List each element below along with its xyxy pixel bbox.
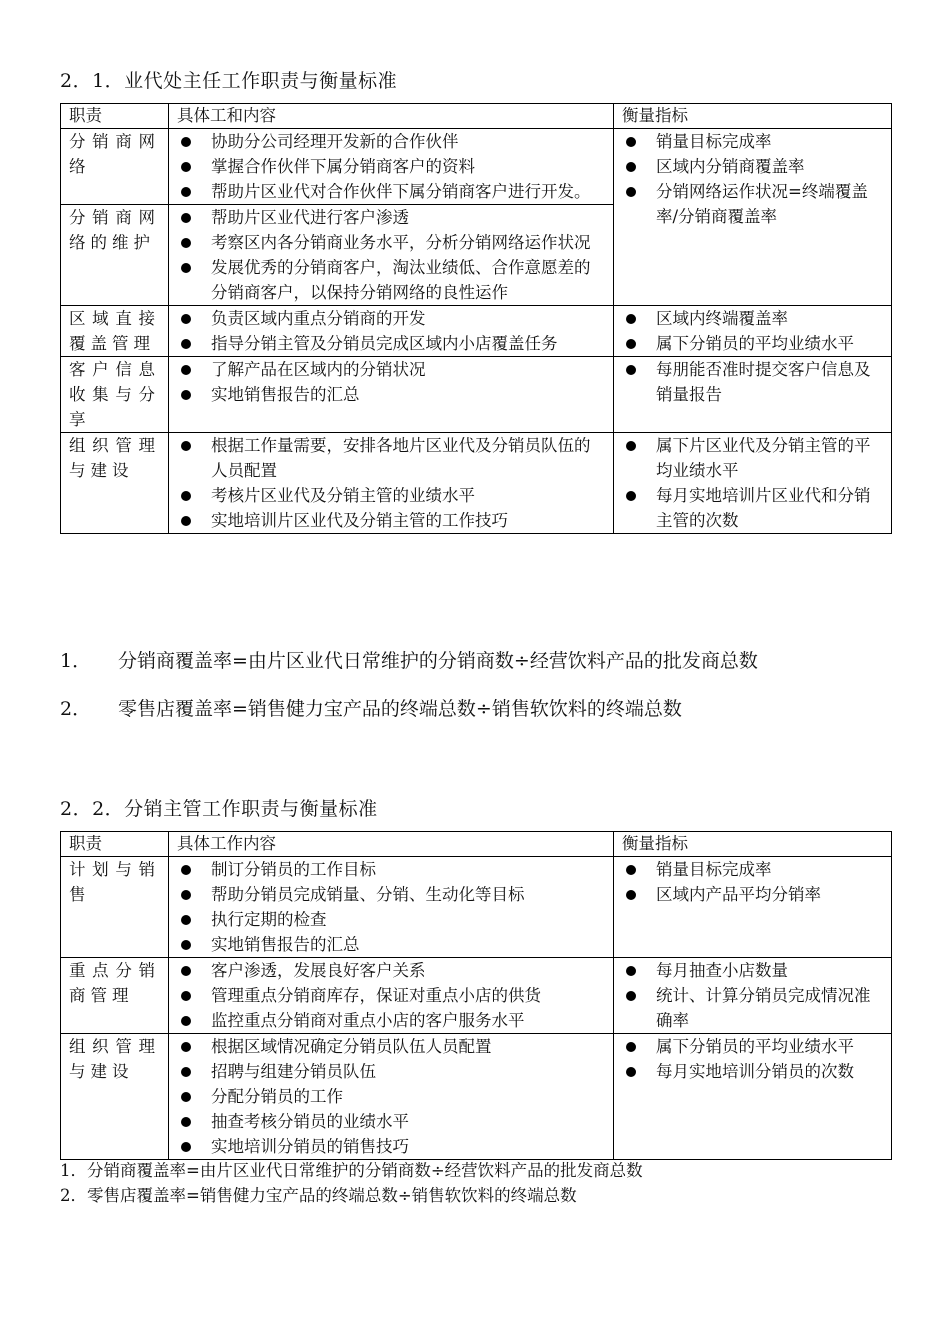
list-item: 实地销售报告的汇总 [177,932,605,957]
table-row [61,357,892,433]
list-item: 根据工作量需要，安排各地片区业代及分销员队伍的人员配置 [177,433,605,483]
list-item: 帮助片区业代进行客户渗透 [177,205,605,230]
section2-title: 2．2．分销主管工作职责与衡量标准 [60,798,378,820]
section1-title: 2．1．业代处主任工作职责与衡量标准 [60,70,398,92]
note-line: 1．分销商覆盖率=由片区业代日常维护的分销商数÷经营饮料产品的批发商总数 [60,1161,643,1180]
table-row [61,1034,892,1160]
bullet-icon [626,1067,636,1077]
list-item: 执行定期的检查 [177,907,605,932]
bullet-icon [626,491,636,501]
list-item: 掌握合作伙伴下属分销商客户的资料 [177,154,605,179]
header-content: 具体工和内容 [169,104,614,129]
table-row [61,129,892,205]
duty-cell: 分销商网络 [61,129,169,205]
metric-cell [614,357,892,433]
table-row [61,433,892,534]
bullet-icon [181,1117,191,1127]
header-metric: 衡量指标 [614,104,892,129]
list-item: 每月实地培训分销员的次数 [622,1059,883,1084]
bullet-icon [181,1042,191,1052]
table-header-row [61,832,892,857]
bullet-icon [181,213,191,223]
list-item: 监控重点分销商对重点小店的客户服务水平 [177,1008,605,1033]
bullet-icon [626,441,636,451]
bullet-icon [181,516,191,526]
content-cell [169,129,614,205]
note-line: 2．零售店覆盖率=销售健力宝产品的终端总数÷销售软饮料的终端总数 [60,1186,577,1205]
formula-line: 1． 分销商覆盖率=由片区业代日常维护的分销商数÷经营饮料产品的批发商总数 [60,650,758,672]
bullet-icon [181,940,191,950]
list-item: 属下分销员的平均业绩水平 [622,331,883,356]
list-item: 实地销售报告的汇总 [177,382,605,407]
list-item: 区域内终端覆盖率 [622,306,883,331]
list-item: 分销网络运作状况=终端覆盖率/分销商覆盖率 [622,179,883,229]
content-cell [169,306,614,357]
list-item: 管理重点分销商库存，保证对重点小店的供货 [177,983,605,1008]
list-item: 实地培训分销员的销售技巧 [177,1134,605,1159]
metric-cell [614,857,892,958]
list-item: 负责区域内重点分销商的开发 [177,306,605,331]
list-item: 区域内分销商覆盖率 [622,154,883,179]
bullet-icon [181,365,191,375]
bullet-icon [626,314,636,324]
bullet-icon [181,162,191,172]
formula-line: 2． 零售店覆盖率=销售健力宝产品的终端总数÷销售软饮料的终端总数 [60,698,682,720]
list-item: 每朋能否准时提交客户信息及销量报告 [622,357,883,407]
list-item: 客户渗透，发展良好客户关系 [177,958,605,983]
bullet-icon [626,966,636,976]
list-item: 抽查考核分销员的业绩水平 [177,1109,605,1134]
content-cell [169,205,614,306]
bullet-icon [181,390,191,400]
metric-cell [614,306,892,357]
table-row [61,958,892,1034]
bullet-icon [626,365,636,375]
duty-cell: 分销商网络的维护 [61,205,169,306]
section2-table [60,831,892,1160]
content-cell [169,958,614,1034]
list-item: 区域内产品平均分销率 [622,882,883,907]
metric-cell [614,958,892,1034]
list-item: 分配分销员的工作 [177,1084,605,1109]
bullet-icon [626,865,636,875]
duty-cell: 客户信息收集与分享 [61,357,169,433]
list-item: 根据区域情况确定分销员队伍人员配置 [177,1034,605,1059]
metric-cell [614,129,892,306]
bullet-icon [181,339,191,349]
list-item: 属下片区业代及分销主管的平均业绩水平 [622,433,883,483]
bullet-icon [626,890,636,900]
bullet-icon [181,137,191,147]
header-duty: 职责 [61,104,169,129]
list-item: 每月实地培训片区业代和分销主管的次数 [622,483,883,533]
bullet-icon [626,991,636,1001]
header-duty: 职责 [61,832,169,857]
bullet-icon [181,991,191,1001]
bullet-icon [181,1016,191,1026]
content-cell [169,857,614,958]
bullet-icon [181,1092,191,1102]
list-item: 协助分公司经理开发新的合作伙伴 [177,129,605,154]
list-item: 指导分销主管及分销员完成区域内小店覆盖任务 [177,331,605,356]
bullet-icon [626,137,636,147]
duty-cell: 组织管理与建设 [61,433,169,534]
list-item: 了解产品在区域内的分销状况 [177,357,605,382]
duty-cell: 计划与销售 [61,857,169,958]
bullet-icon [181,865,191,875]
content-cell [169,433,614,534]
bullet-icon [626,162,636,172]
list-item: 发展优秀的分销商客户，淘汰业绩低、合作意愿差的分销商客户，以保持分销网络的良性运作 [177,255,605,305]
list-item: 考察区内各分销商业务水平，分析分销网络运作状况 [177,230,605,255]
list-item: 考核片区业代及分销主管的业绩水平 [177,483,605,508]
bullet-icon [626,187,636,197]
duty-cell: 区域直接覆盖管理 [61,306,169,357]
bullet-icon [181,890,191,900]
list-item: 属下分销员的平均业绩水平 [622,1034,883,1059]
bullet-icon [181,238,191,248]
list-item: 每月抽查小店数量 [622,958,883,983]
list-item: 实地培训片区业代及分销主管的工作技巧 [177,508,605,533]
bullet-icon [181,491,191,501]
list-item: 帮助片区业代对合作伙伴下属分销商客户进行开发。 [177,179,605,204]
list-item: 统计、计算分销员完成情况准确率 [622,983,883,1033]
bullet-icon [181,263,191,273]
table-header-row [61,104,892,129]
bullet-icon [181,1067,191,1077]
bullet-icon [181,915,191,925]
table-row [61,857,892,958]
table-row [61,306,892,357]
bullet-icon [626,1042,636,1052]
list-item: 销量目标完成率 [622,857,883,882]
duty-cell: 组织管理与建设 [61,1034,169,1160]
list-item: 制订分销员的工作目标 [177,857,605,882]
header-metric: 衡量指标 [614,832,892,857]
duty-cell: 重点分销商管理 [61,958,169,1034]
content-cell [169,357,614,433]
metric-cell [614,1034,892,1160]
bullet-icon [181,314,191,324]
metric-cell [614,433,892,534]
bullet-icon [626,339,636,349]
bullet-icon [181,441,191,451]
content-cell [169,1034,614,1160]
bullet-icon [181,966,191,976]
header-content: 具体工作内容 [169,832,614,857]
list-item: 招聘与组建分销员队伍 [177,1059,605,1084]
list-item: 销量目标完成率 [622,129,883,154]
bullet-icon [181,187,191,197]
list-item: 帮助分销员完成销量、分销、生动化等目标 [177,882,605,907]
section1-table [60,103,892,534]
bullet-icon [181,1142,191,1152]
